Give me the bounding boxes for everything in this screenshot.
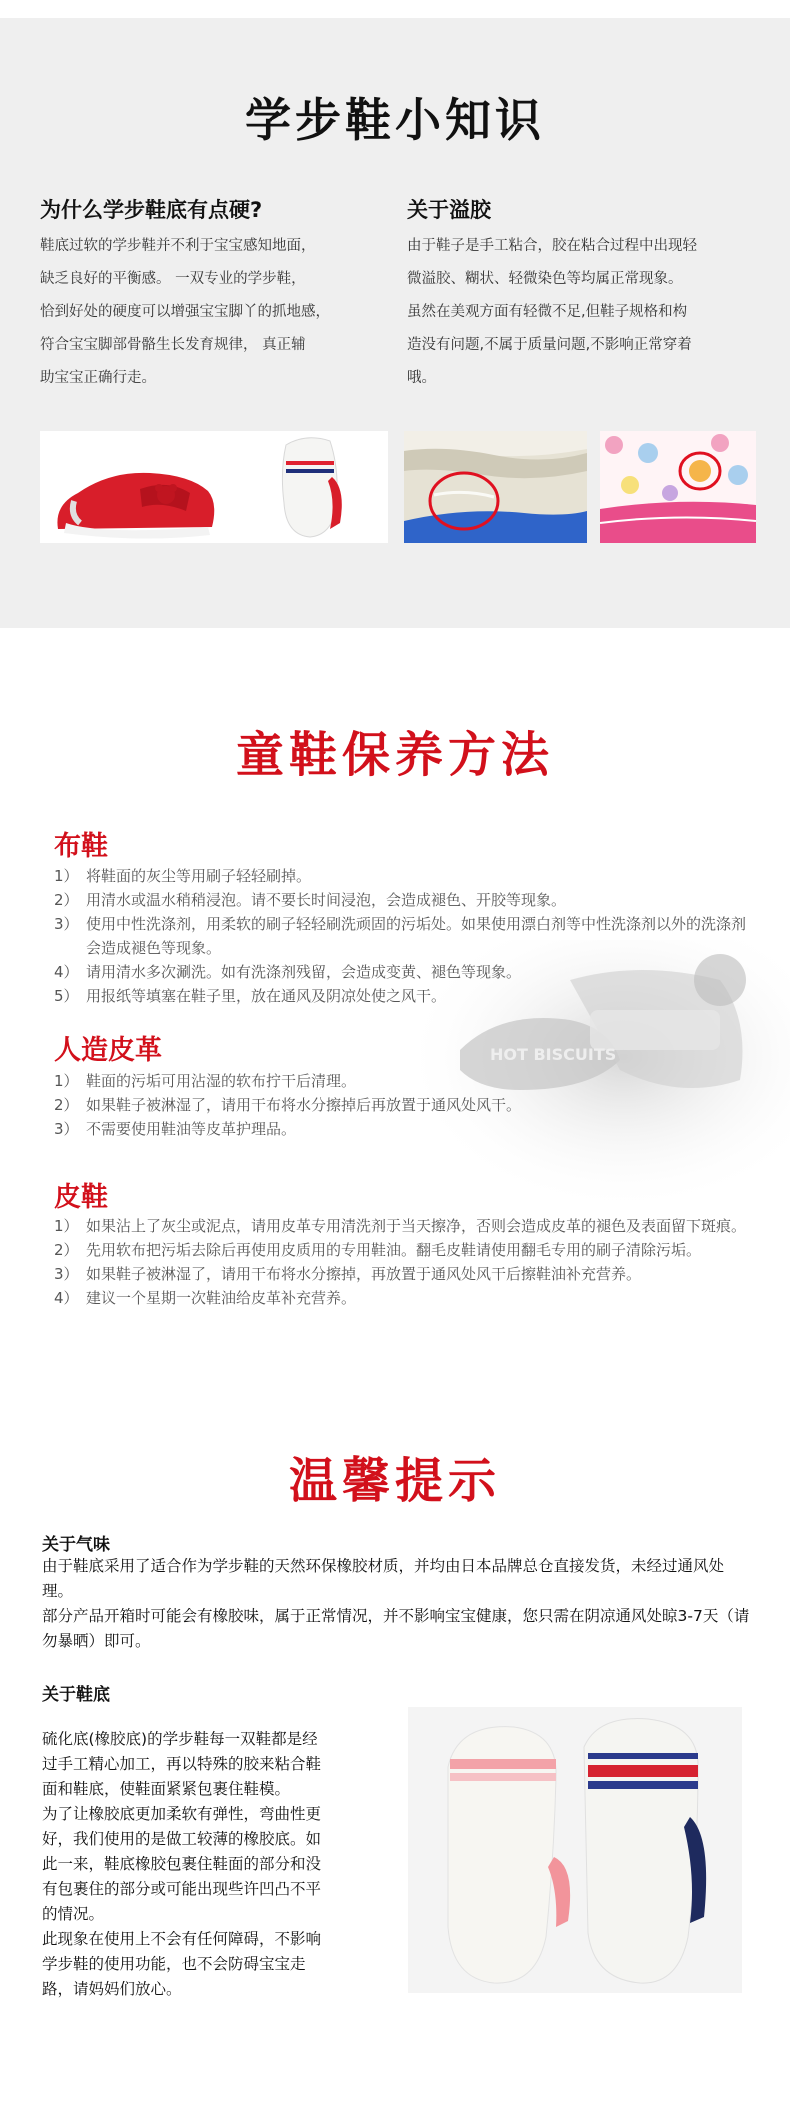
smell-paragraph-2: 部分产品开箱时可能会有橡胶味，属于正常情况，并不影响宝宝健康，您只需在阴凉通风处晾3-7天（请勿暴晒）即可。	[42, 1607, 750, 1650]
list-item: 4） 请用清水多次涮洗。如有洗涤剂残留，会造成变黄、褪色等现象。	[54, 963, 522, 981]
canvas-shoe-heading: 布鞋	[54, 831, 108, 862]
synthetic-leather-list	[54, 1069, 754, 1141]
leather-shoe-heading: 皮鞋	[54, 1182, 108, 1213]
sole-heading: 关于鞋底	[42, 1685, 110, 1705]
list-item: 3） 使用中性洗涤剂，用柔软的刷子轻轻刷洗顽固的污垢处。如果使用漂白剂等中性洗涤剂以外的洗涤剂会造成褪色等现象。	[54, 915, 747, 957]
list-item: 1） 如果沾上了灰尘或泥点，请用皮革专用清洗剂于当天擦净，否则会造成皮革的褪色及表面留下斑痕。	[54, 1217, 747, 1235]
list-item: 2） 用清水或温水稍稍浸泡。请不要长时间浸泡，会造成褪色、开胶等现象。	[54, 891, 567, 909]
smell-paragraph-1: 由于鞋底采用了适合作为学步鞋的天然环保橡胶材质，并均由日本品牌总仓直接发货，未经过通风处理。	[42, 1557, 725, 1600]
list-item: 2） 如果鞋子被淋湿了，请用干布将水分擦掉后再放置于通风处风干。	[54, 1096, 522, 1114]
canvas-shoe-list	[54, 864, 754, 1008]
smell-heading: 关于气味	[42, 1535, 110, 1555]
list-item: 1） 鞋面的污垢可用沾湿的软布拧干后清理。	[54, 1072, 357, 1090]
list-item: 5） 用报纸等填塞在鞋子里，放在通风及阴凉处使之风干。	[54, 987, 447, 1005]
glue-closeup-photo	[404, 431, 587, 543]
hard-sole-text: 鞋底过软的学步鞋并不利于宝宝感知地面， 缺乏良好的平衡感。 一双专业的学步鞋， 恰到好处的硬度可以增强宝宝脚丫的抓地感， 符合宝宝脚部骨骼生长发育规律， 真正辅 助宝宝正确行走。	[40, 238, 330, 386]
glue-closeup-illustration	[404, 431, 587, 543]
hard-sole-heading: 为什么学步鞋底有点硬?	[40, 198, 263, 222]
knowledge-section	[0, 18, 790, 628]
sole-paragraph: 硫化底(橡胶底)的学步鞋每一双鞋都是经 过手工精心加工，再以特殊的胶来粘合鞋 面和鞋底，使鞋面紧紧包裹住鞋模。 为了让橡胶底更加柔软有弹性，弯曲性更 好，我们使用的是做工较薄的橡胶底。如 此一来，鞋底橡胶包裹住鞋面的部分和没 有包裹住的部分或可能出现些许凹凸不平 的情况。 此现象在使用上不会有任何障碍，不影响 学步鞋的使用功能，也不会防碍宝宝走 路，请妈妈们放心。	[42, 1730, 322, 1998]
background-brand-text: HOT BISCUITS	[490, 1045, 617, 1064]
shoe-soles-photo	[408, 1707, 742, 1993]
care-title: 童鞋保养方法	[235, 727, 554, 783]
polka-shoe-photo	[600, 431, 756, 543]
polka-shoe-illustration	[600, 431, 756, 543]
glue-text: 由于鞋子是手工粘合，胶在粘合过程中出现轻 微溢胶、糊状、轻微染色等均属正常现象。 虽然在美观方面有轻微不足,但鞋子规格和构 造没有问题,不属于质量问题,不影响正常穿着 哦。	[407, 238, 697, 386]
leather-shoe-list	[54, 1214, 754, 1310]
glue-heading: 关于溢胶	[407, 198, 491, 222]
list-item: 2） 先用软布把污垢去除后再使用皮质用的专用鞋油。翻毛皮鞋请使用翻毛专用的刷子清除污垢。	[54, 1241, 702, 1259]
tips-title: 温馨提示	[288, 1453, 501, 1509]
shoe-soles-illustration	[408, 1707, 742, 1993]
red-shoe-illustration	[40, 431, 388, 543]
red-shoe-photo	[40, 431, 388, 543]
synthetic-leather-heading: 人造皮革	[54, 1035, 162, 1066]
glue-overflow-block	[407, 194, 752, 395]
list-item: 3） 不需要使用鞋油等皮革护理品。	[54, 1120, 297, 1138]
hard-sole-block	[40, 194, 385, 395]
knowledge-title: 学步鞋小知识	[245, 93, 545, 147]
list-item: 4） 建议一个星期一次鞋油给皮革补充营养。	[54, 1289, 357, 1307]
list-item: 1） 将鞋面的灰尘等用刷子轻轻刷掉。	[54, 867, 312, 885]
list-item: 3） 如果鞋子被淋湿了，请用干布将水分擦掉，再放置于通风处风干后擦鞋油补充营养。	[54, 1265, 642, 1283]
